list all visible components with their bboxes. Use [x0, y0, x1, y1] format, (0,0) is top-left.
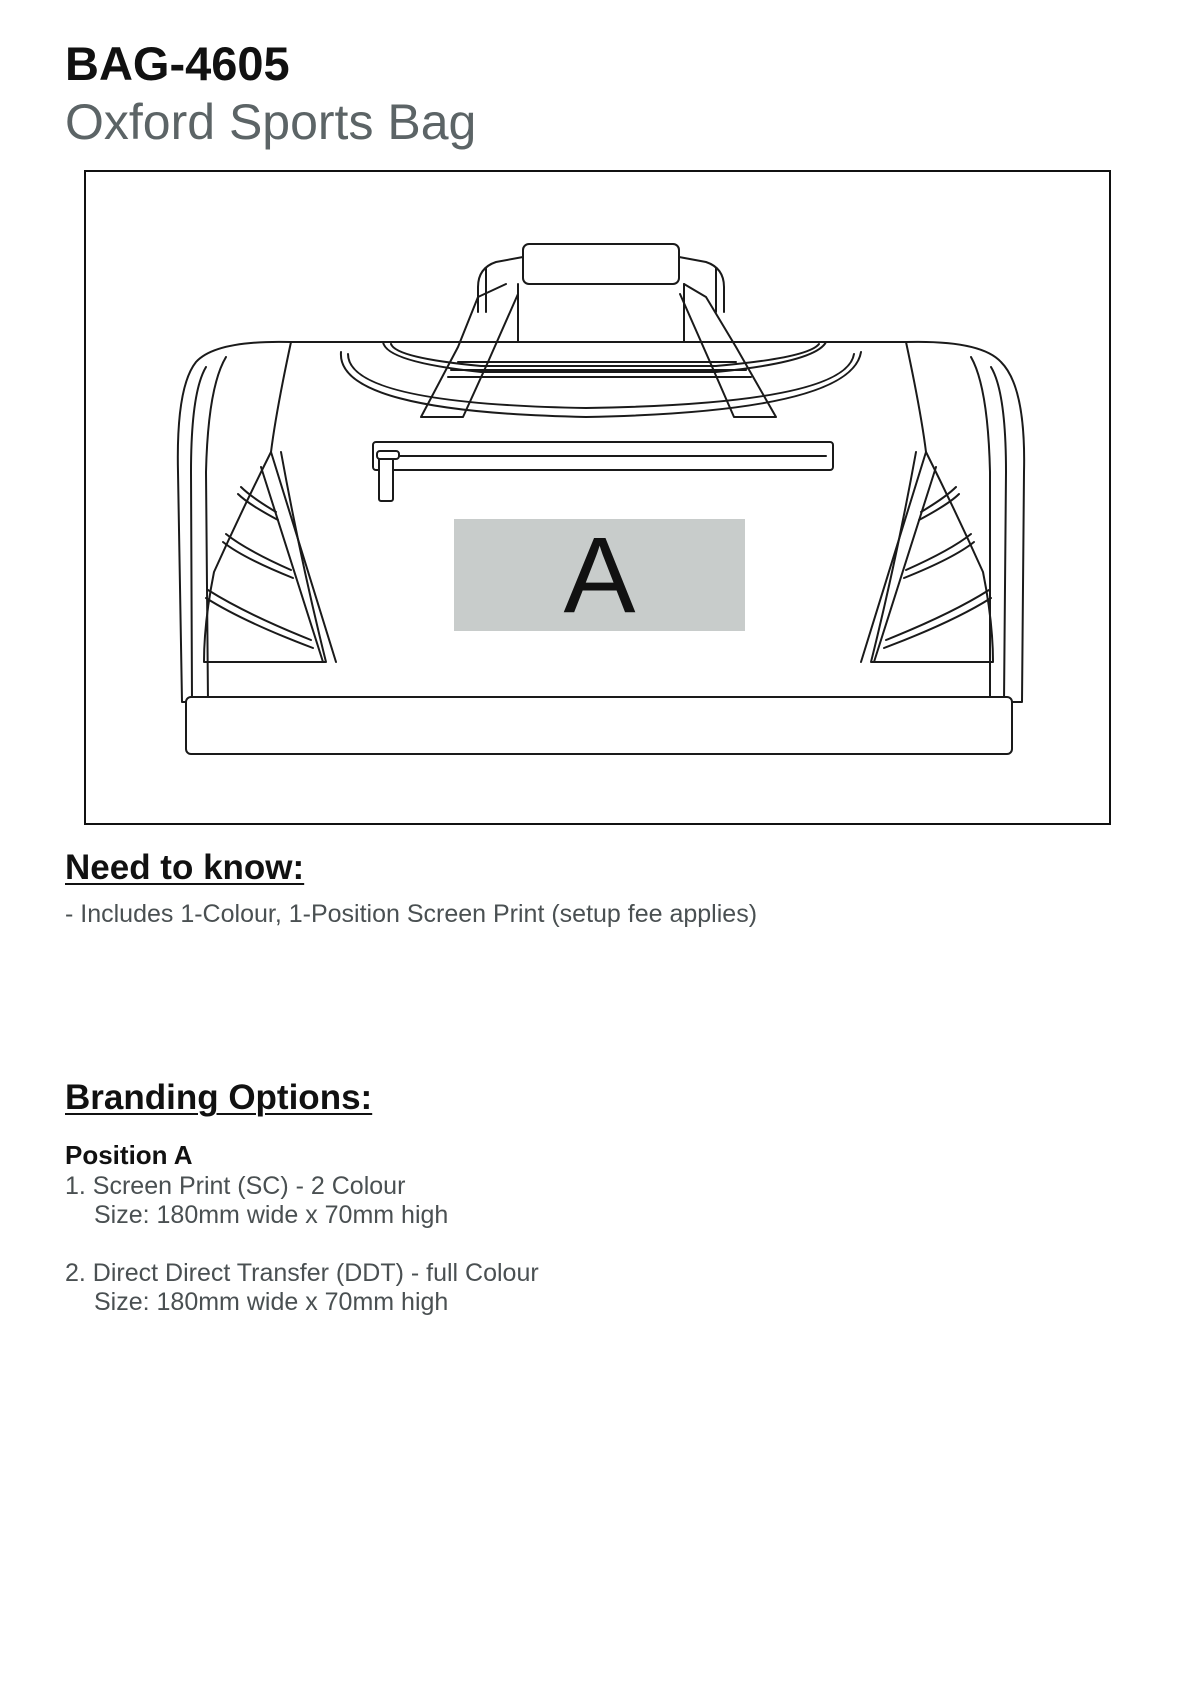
product-code: BAG-4605 [65, 37, 290, 90]
product-name: Oxford Sports Bag [65, 94, 477, 150]
branding-option-method: 1. Screen Print (SC) - 2 Colour [65, 1172, 406, 1200]
print-area-a [454, 514, 745, 635]
handle-grip-back [518, 284, 684, 342]
branding-option-method: 2. Direct Direct Transfer (DDT) - full Colour [65, 1259, 539, 1287]
need-to-know-item: - Includes 1-Colour, 1-Position Screen Print (setup fee applies) [65, 900, 758, 928]
bag-base [186, 697, 1012, 754]
sports-bag-illustration [86, 172, 1113, 827]
position-a-title: Position A [65, 1140, 193, 1170]
branding-option-size: Size: 180mm wide x 70mm high [94, 1201, 449, 1229]
product-drawing-frame [84, 170, 1111, 825]
print-area-label: A [563, 514, 636, 635]
branding-option-size: Size: 180mm wide x 70mm high [94, 1288, 449, 1316]
zip-pull [379, 454, 393, 501]
branding-options-heading: Branding Options: [65, 1078, 373, 1117]
handle-grip [523, 244, 679, 284]
branding-option [65, 1172, 448, 1230]
need-to-know-heading: Need to know: [65, 848, 305, 887]
branding-option [65, 1259, 539, 1317]
